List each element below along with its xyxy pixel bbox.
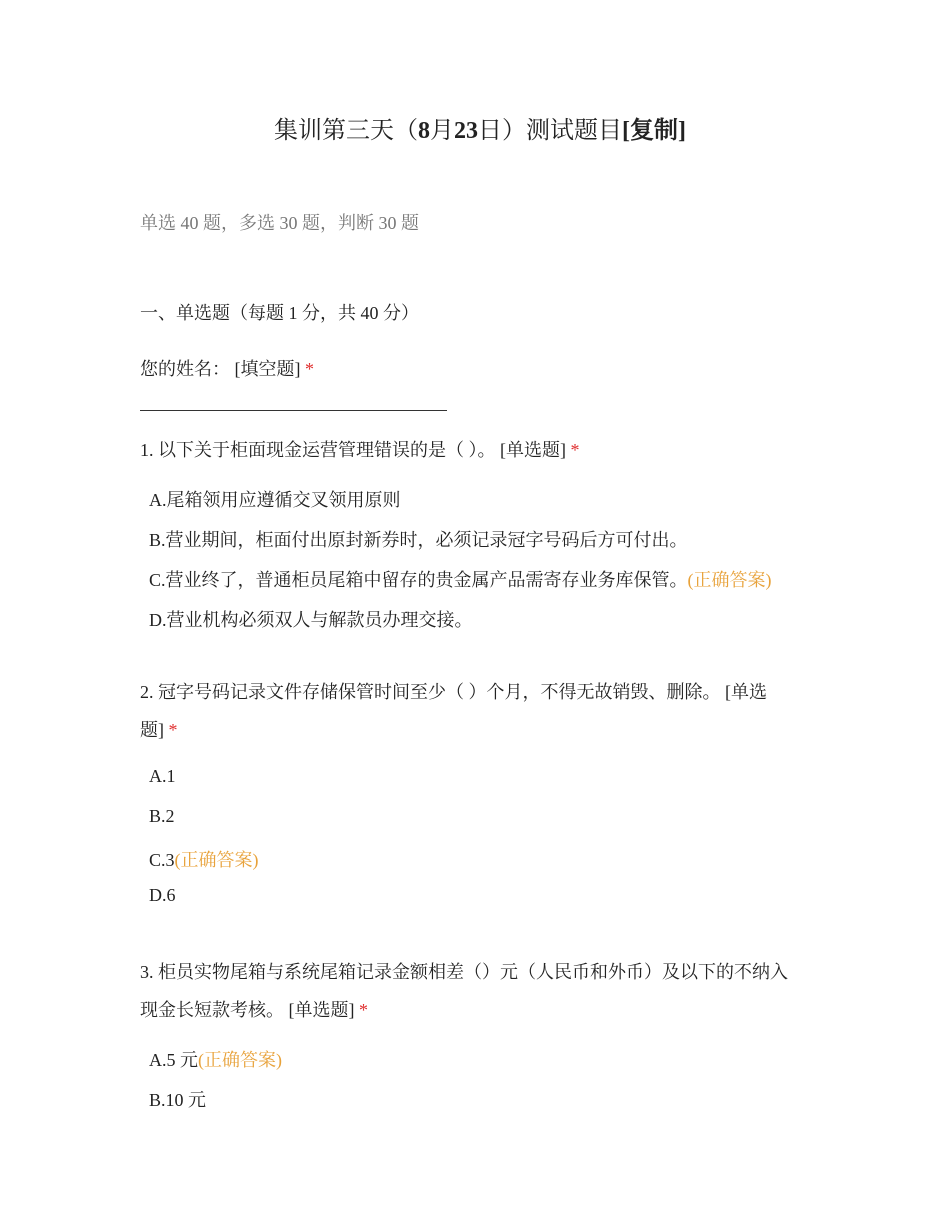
option-text: A.1 (149, 766, 176, 786)
name-question (140, 350, 314, 389)
correct-answer-label: (正确答案) (198, 1050, 282, 1070)
question-text: 2. 冠字号码记录文件存储保管时间至少（ ）个月，不得无故销毁、删除。 (140, 682, 721, 702)
name-question-label: 您的姓名： (140, 359, 230, 379)
name-answer-blank[interactable] (140, 410, 447, 411)
question-3-cont (140, 991, 368, 1030)
option-1d (149, 606, 473, 632)
option-2a (149, 766, 176, 787)
copy-tag: [复制] (622, 118, 686, 144)
title-day: 23 (454, 118, 478, 144)
title-text: 集训第三天（ (274, 118, 418, 144)
option-2b (149, 806, 175, 827)
question-text: 1. 以下关于柜面现金运营管理错误的是（ ）。 (140, 440, 496, 460)
option-text: B.营业期间，柜面付出原封新券时，必须记录冠字号码后方可付出。 (149, 530, 688, 550)
option-text: D.6 (149, 885, 176, 905)
title-text-rest: 日）测试题目 (478, 118, 622, 144)
option-1a (149, 486, 401, 512)
option-text: C.3 (149, 850, 175, 870)
section-heading: 一、单选题（每题 1 分，共 40 分） (140, 303, 419, 323)
question-type-tag: 题] (140, 720, 164, 740)
correct-answer-label: (正确答案) (174, 850, 259, 870)
required-mark: * (570, 440, 580, 460)
required-mark: * (359, 1000, 368, 1020)
option-3a (149, 1046, 282, 1072)
option-text: A.尾箱领用应遵循交叉领用原则 (149, 490, 401, 510)
question-type-tag: [单选题] (500, 440, 566, 460)
question-text: 现金长短款考核。 (140, 1000, 284, 1020)
title-text-month: 月 (430, 118, 454, 144)
survey-description: 单选 40 题，多选 30 题，判断 30 题 (140, 213, 419, 233)
question-2 (140, 673, 767, 712)
question-2-cont (140, 711, 178, 750)
required-mark: * (305, 359, 314, 379)
option-text: C.营业终了，普通柜员尾箱中留存的贵金属产品需寄存业务库保管。 (149, 570, 688, 590)
option-2d (149, 885, 176, 906)
option-1b (149, 526, 688, 552)
question-text: 3. 柜员实物尾箱与系统尾箱记录金额相差（）元（人民币和外币）及以下的不纳入 (140, 962, 788, 982)
page-title (140, 110, 820, 145)
question-type-tag: [单选 (725, 682, 767, 702)
option-text: B.2 (149, 806, 175, 826)
option-2c (149, 846, 259, 872)
question-1 (140, 431, 580, 470)
option-3b (149, 1086, 206, 1112)
question-3 (140, 953, 788, 992)
option-1c (149, 566, 772, 592)
question-type-tag: [填空题] (234, 359, 301, 379)
required-mark: * (168, 720, 178, 740)
option-text: D.营业机构必须双人与解款员办理交接。 (149, 610, 473, 630)
question-type-tag: [单选题] (288, 1000, 355, 1020)
correct-answer-label: (正确答案) (687, 570, 772, 590)
option-text: B.10 元 (149, 1090, 207, 1110)
option-text: A.5 元 (149, 1050, 198, 1070)
title-month: 8 (418, 118, 430, 144)
